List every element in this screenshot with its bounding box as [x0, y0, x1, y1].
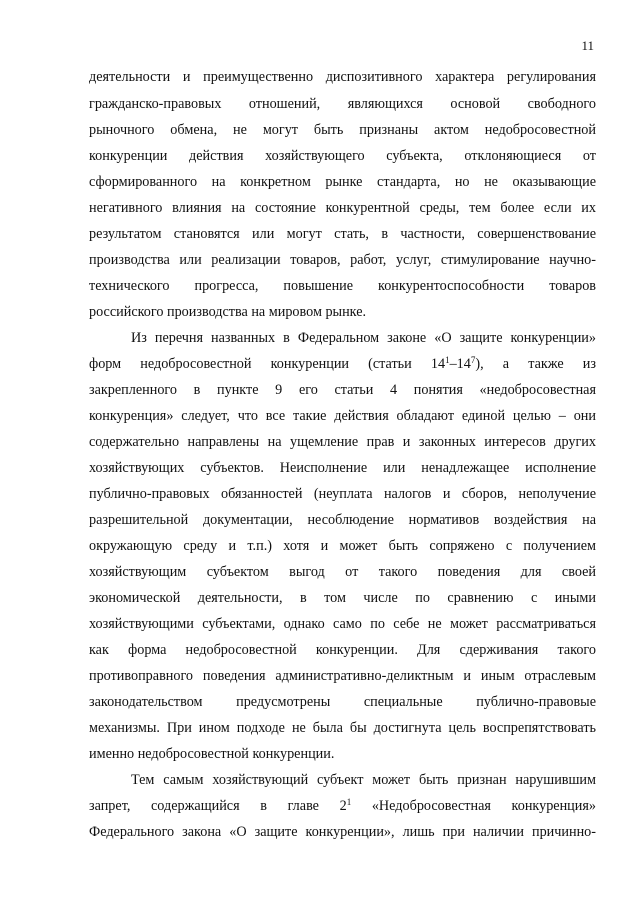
- text-segment: ), а также из: [475, 356, 597, 372]
- text-line: рыночного обмена, не могут быть признаны актом недобросовестной: [89, 122, 596, 138]
- text-line: производства или реализации товаров, работ, услуг, стимулирование научно-: [89, 252, 596, 268]
- text-line: Федерального закона «О защите конкуренции», лишь при наличии причинно-: [89, 824, 596, 840]
- page-number: 11: [581, 38, 594, 53]
- text-line: [89, 797, 596, 815]
- text-line: сформированного на конкретном рынке стандарта, но не оказывающие: [89, 174, 596, 190]
- superscript: 1: [445, 355, 450, 365]
- text-line: законодательством предусмотрены специальные публично-правовые: [89, 694, 596, 710]
- text-line: результатом становятся или могут стать, в частности, совершенствование: [89, 226, 596, 242]
- text-segment: –14: [449, 356, 471, 372]
- text-line: содержательно направлены на ущемление прав и законных интересов других: [89, 434, 596, 450]
- text-line: конкуренции действия хозяйствующего субъекта, отклоняющиеся от: [89, 148, 596, 164]
- text-line: хозяйствующим субъектом выгод от такого поведения для своей: [89, 564, 596, 580]
- text-line: деятельности и преимущественно диспозитивного характера регулирования: [89, 69, 596, 85]
- text-line: противоправного поведения административно-деликтным и иным отраслевым: [89, 668, 596, 684]
- text-line: хозяйствующими субъектами, однако само по себе не может рассматриваться: [89, 616, 596, 632]
- text-line: публично-правовых обязанностей (неуплата налогов и сборов, неполучение: [89, 486, 596, 502]
- text-line: как форма недобросовестной конкуренции. Для сдерживания такого: [89, 642, 596, 658]
- text-line: Из перечня названных в Федеральном законе «О защите конкуренции»: [131, 330, 596, 346]
- text-line: негативного влияния на состояние конкурентной среды, тем более если их: [89, 200, 596, 216]
- text-line: разрешительной документации, несоблюдение нормативов воздействия на: [89, 512, 596, 528]
- text-line: [89, 355, 596, 373]
- text-line: окружающую среду и т.п.) хотя и может быть сопряжено с получением: [89, 538, 596, 554]
- text-line: хозяйствующих субъектов. Неисполнение или ненадлежащее исполнение: [89, 460, 596, 476]
- text-line: закрепленного в пункте 9 его статьи 4 понятия «недобросовестная: [89, 382, 596, 398]
- text-line: экономической деятельности, в том числе по сравнению с иными: [89, 590, 596, 606]
- superscript: 1: [346, 797, 352, 807]
- text-line: механизмы. При ином подходе не была бы достигнута цель воспрепятствовать: [89, 720, 596, 736]
- text-line: технического прогресса, повышение конкурентоспособности товаров: [89, 278, 596, 294]
- text-segment: «Недобросовестная конкуренция»: [351, 798, 596, 814]
- text-line: Тем самым хозяйствующий субъект может быть признан нарушившим: [131, 772, 596, 788]
- text-line: российского производства на мировом рынке.: [89, 304, 367, 320]
- text-line: конкуренция» следует, что все такие действия обладают единой целью – они: [89, 408, 596, 424]
- text-segment: запрет, содержащийся в главе 2: [89, 798, 347, 814]
- superscript: 7: [470, 355, 476, 365]
- text-line: именно недобросовестной конкуренции.: [89, 746, 335, 762]
- text-segment: форм недобросовестной конкуренции (статьи 14: [89, 356, 446, 372]
- text-line: гражданско-правовых отношений, являющихся основой свободного: [89, 96, 596, 112]
